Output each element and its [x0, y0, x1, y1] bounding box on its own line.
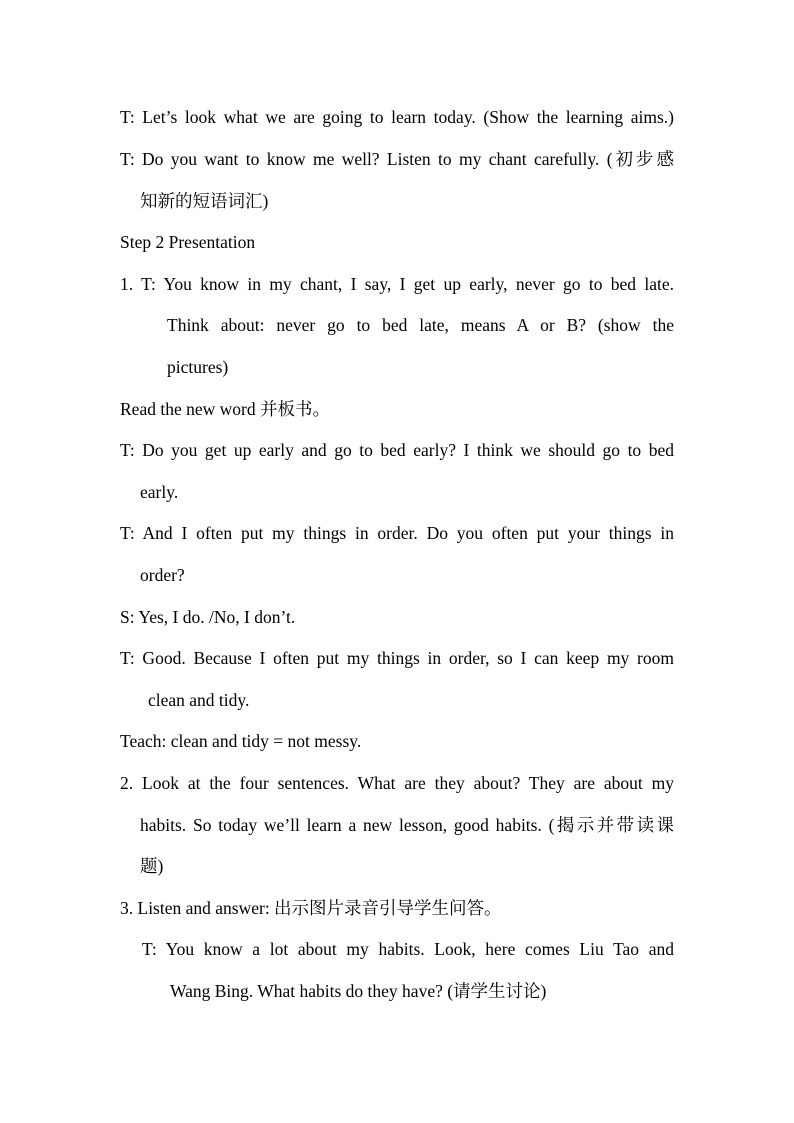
- line-08: Read the new word 并板书。: [120, 399, 330, 419]
- line-09: T: Do you get up early and go to bed early? I think we should go to bed: [120, 440, 674, 460]
- line-15: clean and tidy.: [148, 690, 250, 710]
- line-01: T: Let’s look what we are going to learn today. (Show the learning aims.): [120, 107, 674, 127]
- line-06: Think about: never go to bed late, means A or B? (show the: [167, 315, 674, 335]
- line-11: T: And I often put my things in order. Do you often put your things in: [120, 523, 674, 543]
- line-16: Teach: clean and tidy = not messy.: [120, 731, 362, 751]
- line-19: 题): [140, 856, 164, 876]
- line-12: order?: [140, 565, 185, 585]
- line-17: 2. Look at the four sentences. What are they about? They are about my: [120, 773, 674, 793]
- line-20: 3. Listen and answer: 出示图片录音引导学生问答。: [120, 898, 502, 918]
- line-02: T: Do you want to know me well? Listen to my chant carefully. (初步感: [120, 149, 674, 169]
- line-18: habits. So today we’ll learn a new lesson, good habits. (揭示并带读课: [140, 815, 674, 835]
- line-03: 知新的短语词汇): [140, 191, 269, 211]
- line-22: Wang Bing. What habits do they have? (请学生讨论): [170, 981, 547, 1001]
- line-10: early.: [140, 482, 179, 502]
- section-heading: Step 2 Presentation: [120, 232, 256, 252]
- line-13: S: Yes, I do. /No, I don’t.: [120, 607, 296, 627]
- line-07: pictures): [167, 357, 229, 377]
- line-21: T: You know a lot about my habits. Look, here comes Liu Tao and: [142, 939, 674, 959]
- line-14: T: Good. Because I often put my things in order, so I can keep my room: [120, 648, 674, 668]
- line-05: 1. T: You know in my chant, I say, I get up early, never go to bed late.: [120, 274, 674, 294]
